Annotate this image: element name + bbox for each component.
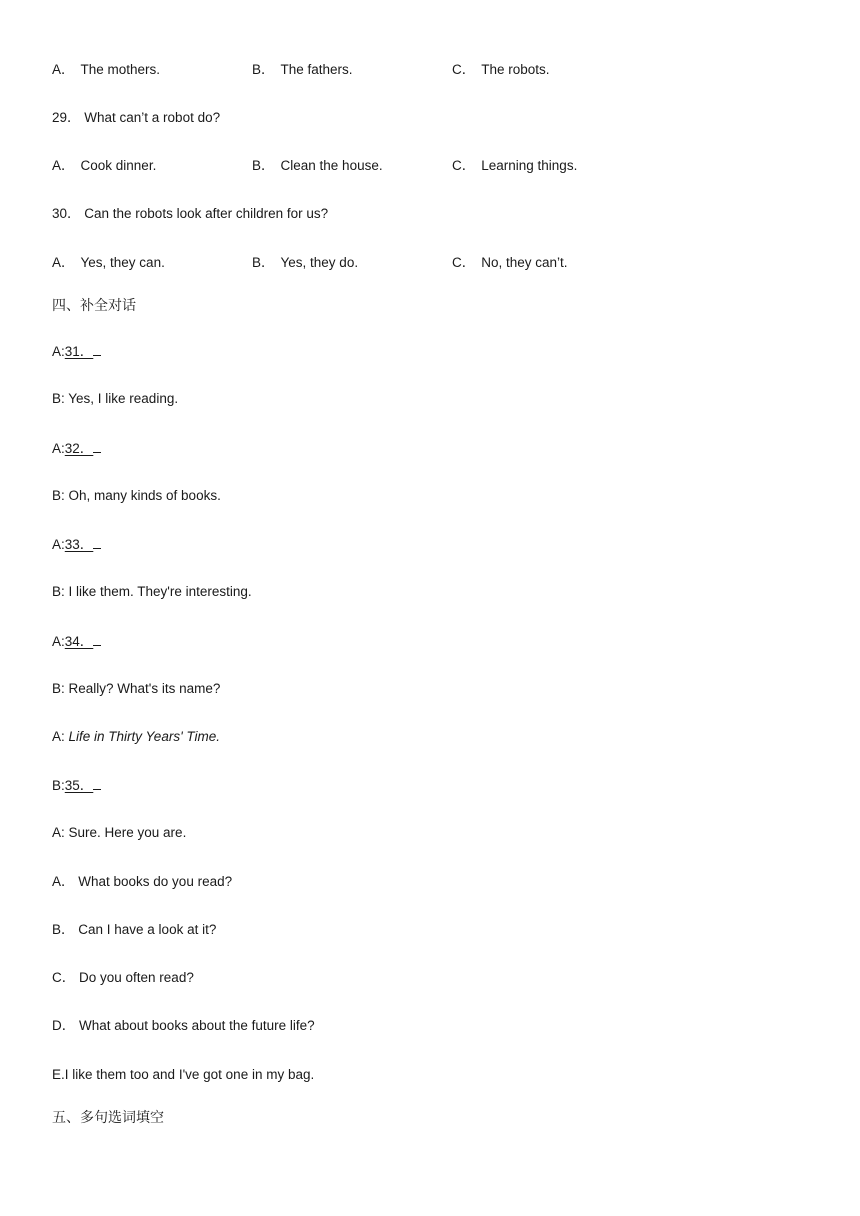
- blank-35[interactable]: 35．: [64, 778, 94, 793]
- dialogue-line-b-35: B:35．: [52, 776, 101, 795]
- q30-options: [52, 254, 752, 272]
- q29-option-b: B． Clean the house.: [252, 158, 383, 173]
- q28-option-c: C． The robots.: [452, 62, 550, 77]
- choice-d: D． What about books about the future life?: [52, 1018, 315, 1033]
- dialogue-line-a-final: A: Sure. Here you are.: [52, 825, 187, 840]
- q28-option-b: B． The fathers.: [252, 62, 353, 77]
- q30-option-b: B． Yes, they do.: [252, 255, 359, 270]
- dialogue-line-b-2: B: Oh, many kinds of books.: [52, 488, 221, 503]
- choice-b: B． Can I have a look at it?: [52, 922, 217, 937]
- choice-e: E.I like them too and I've got one in my bag.: [52, 1067, 315, 1082]
- choice-a: A． What books do you read?: [52, 874, 233, 889]
- blank-31[interactable]: 31．: [64, 344, 94, 359]
- q30-stem: 30． Can the robots look after children for us?: [52, 206, 329, 221]
- dialogue-line-b-3: B: I like them. They're interesting.: [52, 584, 252, 599]
- blank-34[interactable]: 34．: [64, 634, 94, 649]
- blank-32[interactable]: 32．: [64, 441, 94, 456]
- dialogue-line-a-31: A:31．: [52, 342, 101, 361]
- q29-stem: 29． What can’t a robot do?: [52, 110, 221, 125]
- dialogue-line-a-33: A:33．: [52, 535, 101, 554]
- q30-option-c: C． No, they can’t.: [452, 255, 568, 270]
- book-title: Life in Thirty Years' Time.: [68, 729, 221, 744]
- dialogue-line-b-1: B: Yes, I like reading.: [52, 391, 179, 406]
- dialogue-line-b-4: B: Really? What's its name?: [52, 681, 221, 696]
- q29-option-c: C． Learning things.: [452, 158, 578, 173]
- q28-options: [52, 61, 752, 79]
- q28-option-a: A． The mothers.: [52, 62, 161, 77]
- choice-c: C． Do you often read?: [52, 970, 194, 985]
- q29-option-a: A． Cook dinner.: [52, 158, 157, 173]
- section4-heading: 四、补全对话: [52, 298, 136, 314]
- dialogue-line-a-34: A:34．: [52, 632, 101, 651]
- blank-33[interactable]: 33．: [64, 537, 94, 552]
- dialogue-line-a-title: A: Life in Thirty Years' Time.: [52, 729, 221, 744]
- q30-option-a: A． Yes, they can.: [52, 255, 165, 270]
- section5-heading: 五、多句选词填空: [52, 1110, 164, 1126]
- dialogue-line-a-32: A:32．: [52, 439, 101, 458]
- q29-options: [52, 157, 752, 175]
